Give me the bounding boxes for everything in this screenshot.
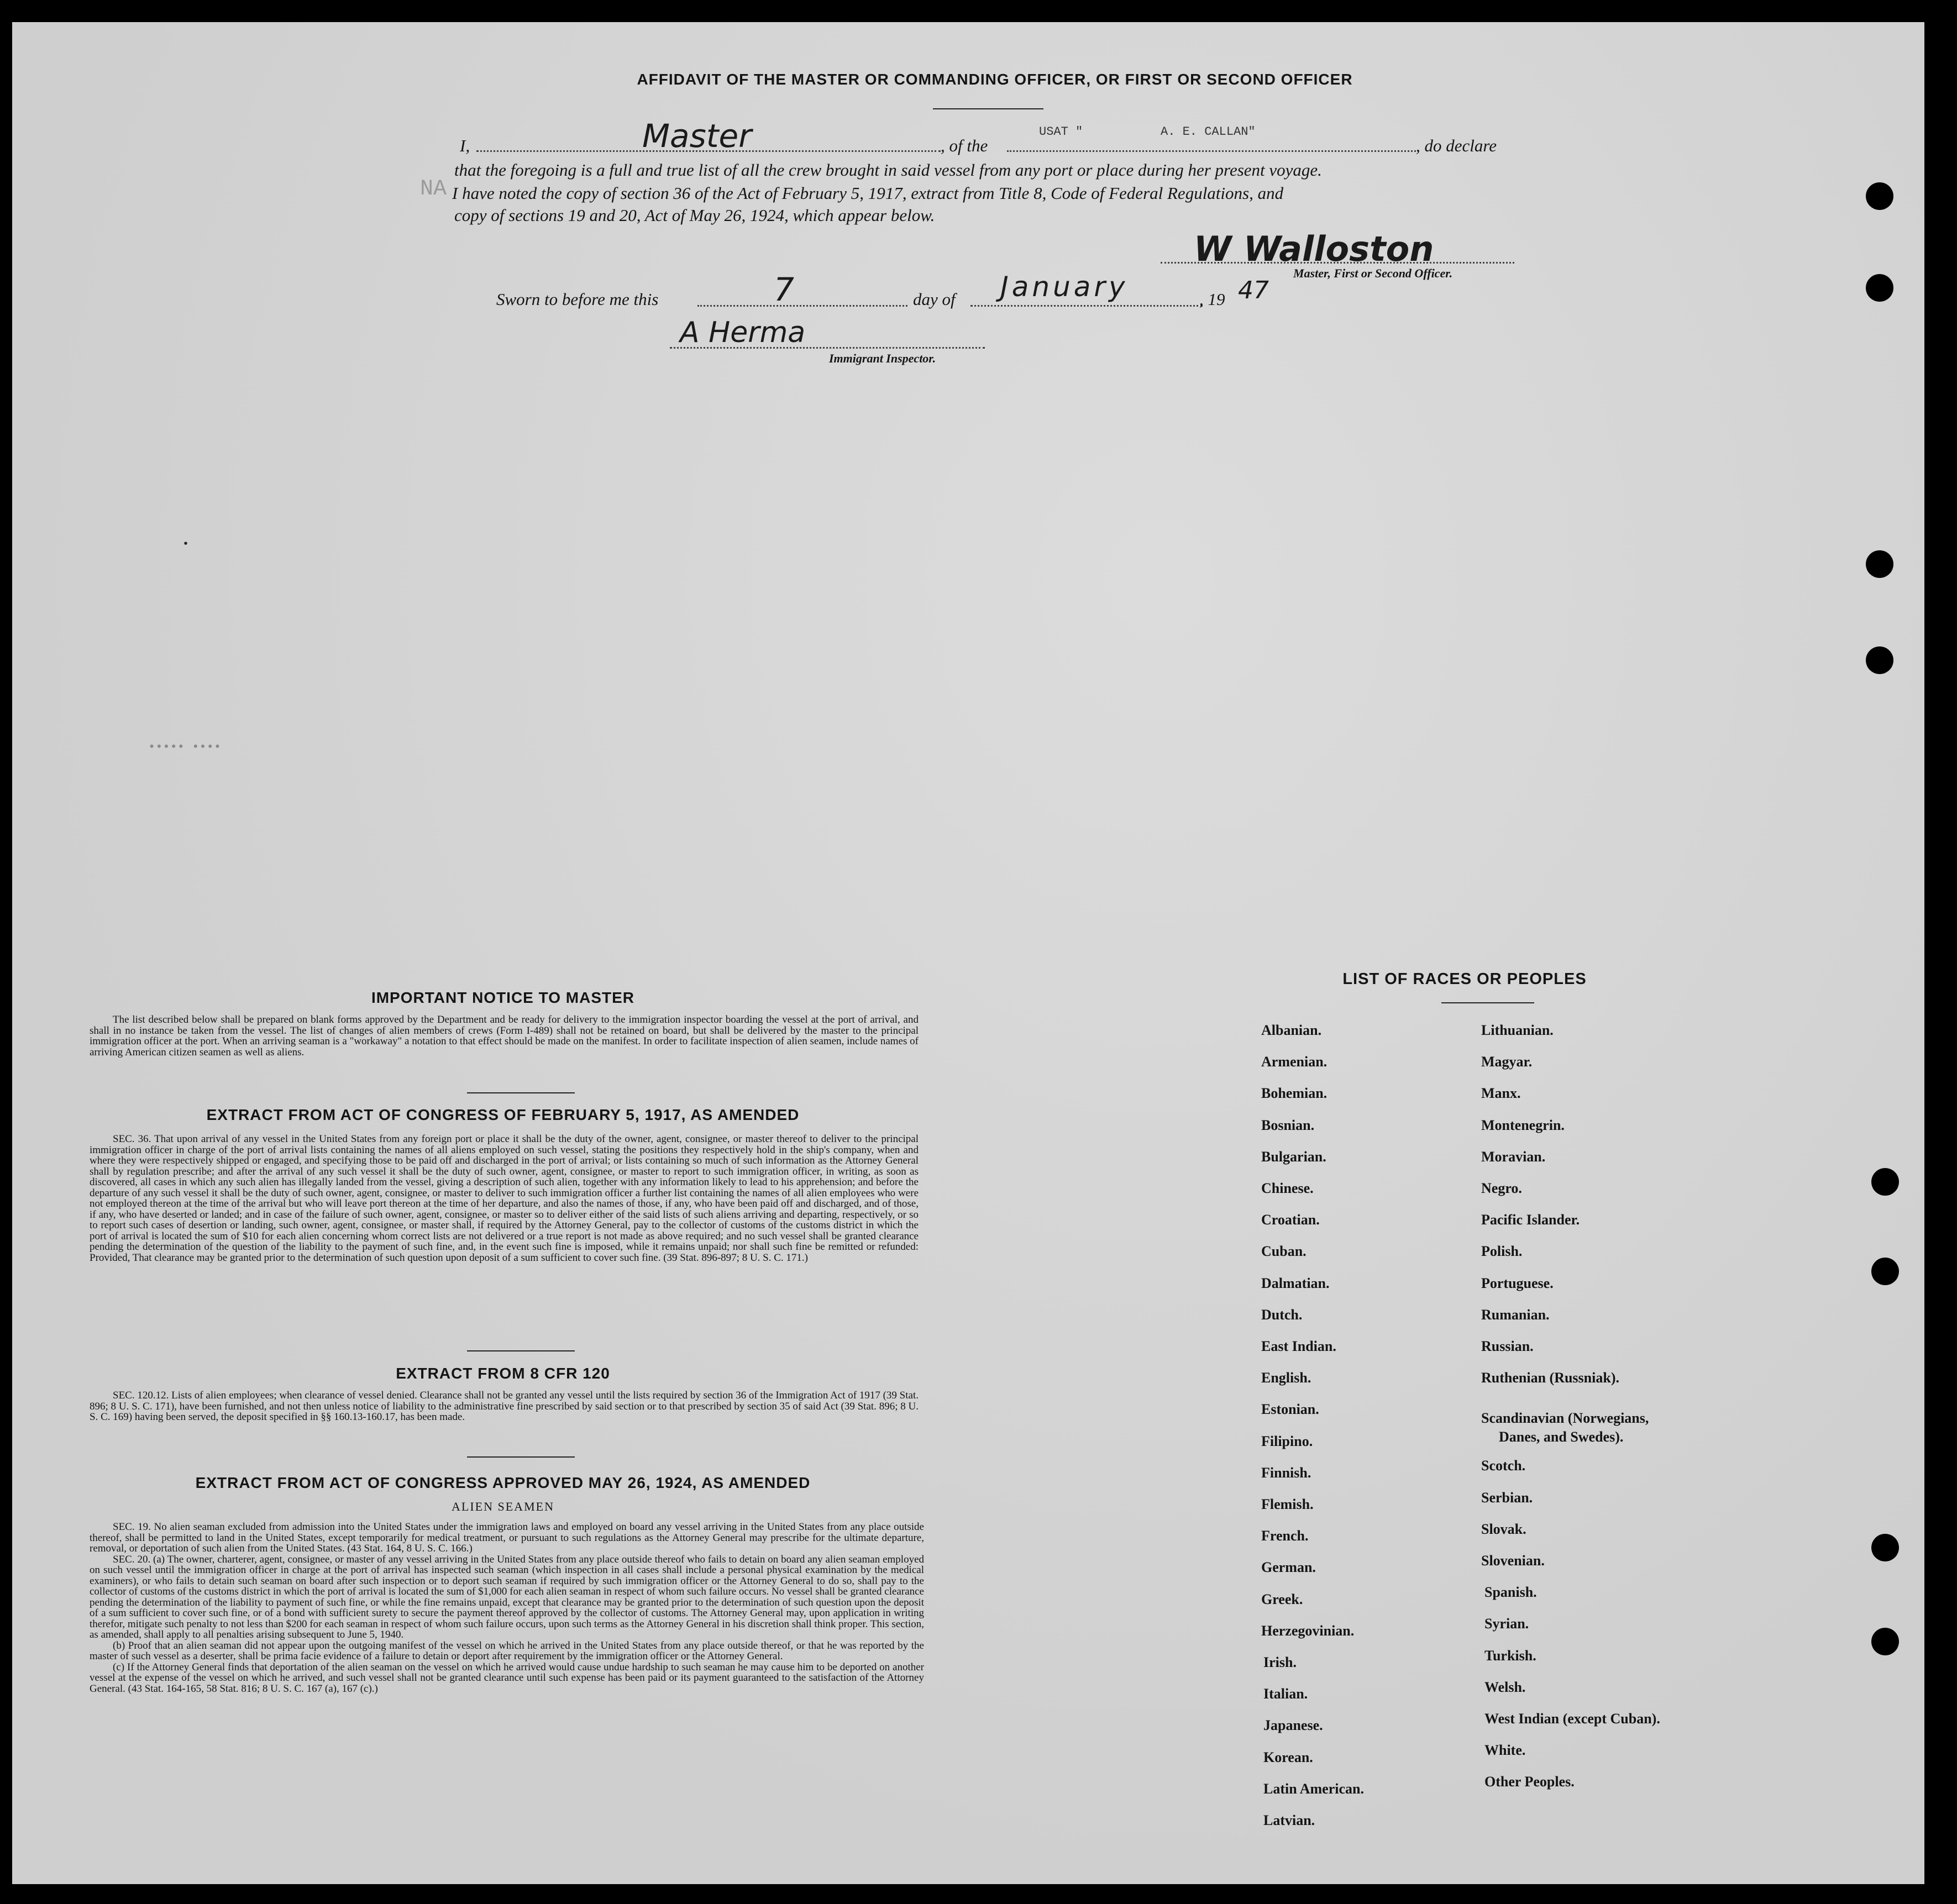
section-divider [467, 1456, 575, 1458]
race-item: Latin American. [1263, 1780, 1364, 1797]
declaration-line-4: copy of sections 19 and 20, Act of May 26, 1924, which appear below. [454, 206, 935, 225]
notice-text: The list described below shall be prepared on blank forms approved by the Department and be ready for delivery to the immigration inspector boarding the vessel at the port of arrival, and shall in no instance be taken from the vessel. The list of changes of alien members of crews (Form I-489) shall not be retained on board, but shall be delivered by the master to the principal immigration officer at the port. When an arriving seaman is a "workaway" a notation to that effect should be made on the manifest. In order to facilitate inspection of alien seamen, include names of arriving American citizen seamen as well as aliens. [90, 1014, 919, 1058]
race-item: Dutch. [1261, 1306, 1303, 1323]
do-declare-label: , do declare [1416, 136, 1497, 155]
race-item: Bohemian. [1261, 1085, 1328, 1102]
race-item: Danes, and Swedes). [1499, 1429, 1624, 1445]
race-item: Herzegovinian. [1261, 1622, 1355, 1639]
race-item: Irish. [1263, 1654, 1297, 1670]
sworn-month-handwritten: January [1000, 271, 1129, 303]
race-item: Cuban. [1261, 1243, 1307, 1260]
punch-hole [1866, 646, 1893, 674]
punch-hole [1871, 1258, 1899, 1285]
race-item: Chinese. [1261, 1180, 1314, 1196]
of-the-label: , of the [941, 136, 988, 155]
race-item: Flemish. [1261, 1496, 1314, 1512]
race-item: Turkish. [1484, 1647, 1536, 1664]
race-item: Syrian. [1484, 1616, 1529, 1632]
sworn-year-handwritten: 47 [1238, 276, 1269, 304]
race-item: English. [1261, 1370, 1311, 1386]
race-item: White. [1484, 1742, 1526, 1759]
race-item: Russian. [1481, 1338, 1534, 1354]
race-item: Spanish. [1484, 1584, 1537, 1601]
race-item: Pacific Islander. [1481, 1212, 1580, 1228]
sec20c-text: (c) If the Attorney General finds that deportation of the alien seaman on the vessel on which he arrived would cause undue hardship to such seaman he may cause him to be deported on another vessel at the expense of the vessel on which he arrived, and such vessel shall not be granted clearance until such expense has been paid or its payment guaranteed to the satisfaction of the Attorney General. (43 Stat. 164-165, 58 Stat. 816; 8 U. S. C. 167 (a), 167 (c).) [90, 1661, 924, 1695]
race-item: Ruthenian (Russniak). [1481, 1370, 1619, 1386]
race-item: Scotch. [1481, 1458, 1526, 1474]
race-item: Magyar. [1481, 1054, 1533, 1070]
races-title: LIST OF RACES OR PEOPLES [1342, 970, 1587, 988]
punch-hole [1871, 1168, 1899, 1196]
race-item: Welsh. [1484, 1679, 1526, 1695]
punch-hole [1866, 182, 1893, 210]
race-item: Finnish. [1261, 1464, 1311, 1481]
race-item: Polish. [1481, 1243, 1523, 1260]
sec20b-text: (b) Proof that an alien seaman did not appear upon the outgoing manifest of the vessel on which he arrived in the United States from any place outside thereof, or that he was reported by the master of such vessel as a deserter, shall be prima facie evidence of a failure to detain or deport after requirement by the immigration officer or the Attorney General. [90, 1639, 924, 1662]
declaration-line-2: that the foregoing is a full and true list of all the crew brought in said vessel from any port or place during her present voyage. [454, 160, 1322, 180]
declarant-name-handwritten: Master [642, 117, 752, 155]
race-item: Bosnian. [1261, 1117, 1315, 1133]
race-item: German. [1261, 1559, 1316, 1576]
race-item: Armenian. [1261, 1054, 1328, 1070]
race-item: Lithuanian. [1481, 1022, 1554, 1038]
section-divider [467, 1092, 575, 1093]
bleed-through-mark: ••••• •••• [148, 740, 222, 754]
declarant-i-label: I, [460, 136, 470, 155]
race-item: Rumanian. [1481, 1306, 1550, 1323]
race-item: Scandinavian (Norwegians, [1481, 1410, 1649, 1427]
race-item: Serbian. [1481, 1489, 1533, 1506]
race-item: Slovak. [1481, 1521, 1526, 1537]
bleed-through-mark: • [182, 538, 190, 551]
race-item: Moravian. [1481, 1148, 1546, 1165]
sec19-text: SEC. 19. No alien seaman excluded from admission into the United States under the immigration laws and employed on board any vessel arriving in the United States from any place outside thereof, shall be permitted to land in the United States, except temporarily for medical treatment, or pursuant to such regulations as the Attorney General may prescribe for the ultimate departure, removal, or deportation of such alien from the United States. (43 Stat. 164, 8 U. S. C. 166.) [90, 1521, 924, 1554]
punch-hole [1866, 550, 1893, 578]
extract-1917-body [90, 1134, 919, 1263]
extract-1917-title: EXTRACT FROM ACT OF CONGRESS OF FEBRUARY 5, 1917, AS AMENDED [206, 1106, 800, 1123]
race-item: Filipino. [1261, 1433, 1313, 1449]
notice-body [90, 1014, 919, 1058]
extract-cfr-text: SEC. 120.12. Lists of alien employees; when clearance of vessel denied. Clearance shall not be granted any vessel until the lists required by section 36 of the Immigration Act of 1917 (39 Stat. 896; 8 U. S. C. 171), have been furnished, and not then unless notice of liability to the administrative fine prescribed by said section or to that prescribed by section 35 of said Act (39 Stat. 896; 8 U. S. C. 169) having been served, the deposit specified in §§ 160.13-160.17, has been made. [90, 1390, 919, 1423]
sec20a-text: SEC. 20. (a) The owner, charterer, agent, consignee, or master of any vessel arriving in the United States from any place outside thereof who fails to detain on board any alien seaman employed on such vessel until the immigration officer in charge at the port of arrival has inspected such seaman (which inspection in all cases shall include a personal physical examination by the medical examiners), or who fails to detain such seaman on board after such inspection or to deport such seaman if required by such immigration officer or the Attorney General to do so, shall pay to the collector of customs of the customs district in which the port of arrival is located the sum of $1,000 for each alien seaman in respect of whom such failure occurs. No vessel shall be granted clearance pending the determination of the liability to payment of such fine, or while the fine remains unpaid, except that clearance may be granted prior to the determination of such question upon the deposit of a sum sufficient to cover such fine, or of a bond with sufficient surety to secure the payment thereof approved by the collector of customs. The Attorney General may, upon application in writing therefor, mitigate such penalty to not less than $200 for each seaman in respect of whom such failure occurs, upon such terms as the Attorney General in his discretion shall think proper. This section, as amended, shall apply to all penalties arising subsequent to June 5, 1940. [90, 1553, 924, 1640]
race-item: Other Peoples. [1484, 1774, 1575, 1790]
race-item: Portuguese. [1481, 1275, 1554, 1291]
extract-cfr-body [90, 1390, 919, 1423]
race-item: Dalmatian. [1261, 1275, 1330, 1291]
extract-1924-body [90, 1522, 924, 1694]
vessel-typed-prefix: USAT " [1039, 125, 1083, 139]
extract-cfr-title: EXTRACT FROM 8 CFR 120 [396, 1365, 610, 1382]
sworn-day-line [697, 305, 907, 307]
section-divider [467, 1350, 575, 1351]
inspector-signature: A Herma [680, 316, 806, 349]
extract-1917-text: SEC. 36. That upon arrival of any vessel in the United States from any foreign port or place it shall be the duty of the owner, agent, consignee, or master thereof to deliver to the principal immigration officer in charge of the port of arrival lists containing the names of all aliens employed on such vessel, stating the positions they respectively hold in the ship's company, when and where they were respectively shipped or engaged, and specifying those to be paid off and discharged in the port of arrival; or lists containing so much of such information as the Attorney General shall by regulation prescribe; and after the arrival of any such vessel it shall be the duty of such owner, agent, consignee, or master to report to such immigration officer, in writing, as soon as discovered, all cases in which any such alien has illegally landed from the vessel, giving a description of such alien, together with any information likely to lead to his apprehension; and before the departure of any such vessel it shall be the duty of such owner, agent, consignee, or master to deliver to such immigration officer a further list containing the names of all alien employees who were not employed thereon at the time of the arrival but who will leave port thereon at the time of her departure, and also the names of those, if any, who have been paid off and discharged, and of those, if any, who have deserted or landed; and in case of the failure of such owner, agent, consignee, or master so to deliver either of the said lists of such aliens arriving and departing, respectively, or so to report such cases of desertion or landing, such owner, agent, consignee, or master shall, if required by the Attorney General, pay to the collector of customs of the customs district in which the port of arrival is located the sum of $10 for each alien concerning whom correct lists are not delivered or a true report is not made as above required; and no such vessel shall be granted clearance pending the determination of the question of the liability to the payment of such fine, and, in the event such fine is imposed, while it remains unpaid; nor shall such fine be remitted or refunded: Provided, That clearance may be granted prior to the determination of such question upon deposit of a sum sufficient to cover such fine. (39 Stat. 896-897; 8 U. S. C. 171.) [90, 1133, 919, 1264]
races-underline [1441, 1002, 1534, 1003]
day-of-label: day of [913, 290, 956, 309]
punch-hole [1871, 1628, 1899, 1655]
year-prefix: , 19 [1199, 290, 1225, 309]
notice-title: IMPORTANT NOTICE TO MASTER [371, 989, 635, 1006]
punch-hole [1871, 1534, 1899, 1561]
sworn-label: Sworn to before me this [496, 290, 659, 309]
race-item: Estonian. [1261, 1401, 1319, 1418]
master-signature: W Walloston [1194, 229, 1434, 269]
race-item: West Indian (except Cuban). [1484, 1711, 1660, 1727]
affidavit-title: AFFIDAVIT OF THE MASTER OR COMMANDING OFFICER, OR FIRST OR SECOND OFFICER [637, 71, 1353, 88]
race-item: Montenegrin. [1481, 1117, 1565, 1133]
signature-caption: Master, First or Second Officer. [1293, 266, 1453, 280]
title-underline [933, 108, 1043, 109]
race-item: Greek. [1261, 1591, 1303, 1607]
race-item: French. [1261, 1528, 1309, 1544]
bleed-through-mark: NA [420, 177, 447, 202]
race-item: Albanian. [1261, 1022, 1322, 1038]
vessel-name-line [1007, 150, 1416, 152]
race-item: Italian. [1263, 1686, 1308, 1702]
vessel-typed-name: A. E. CALLAN" [1161, 125, 1256, 139]
race-item: Negro. [1481, 1180, 1522, 1196]
race-item: East Indian. [1261, 1338, 1336, 1354]
race-item: Manx. [1481, 1085, 1521, 1102]
sworn-month-line [970, 305, 1203, 307]
race-item: Latvian. [1263, 1812, 1315, 1828]
race-item: Slovenian. [1481, 1553, 1545, 1569]
race-item: Croatian. [1261, 1212, 1320, 1228]
sworn-day-handwritten: 7 [774, 271, 794, 308]
race-item: Korean. [1263, 1749, 1313, 1765]
declaration-line-3: I have noted the copy of section 36 of the Act of February 5, 1917, extract from Title 8, Code of Federal Regulations, and [452, 183, 1284, 203]
inspector-caption: Immigrant Inspector. [829, 351, 936, 365]
extract-1924-title: EXTRACT FROM ACT OF CONGRESS APPROVED MAY 26, 1924, AS AMENDED [195, 1474, 811, 1491]
race-item: Bulgarian. [1261, 1148, 1326, 1165]
alien-seamen-subtitle: ALIEN SEAMEN [452, 1500, 554, 1513]
punch-hole [1866, 274, 1893, 302]
race-item: Japanese. [1263, 1717, 1323, 1734]
